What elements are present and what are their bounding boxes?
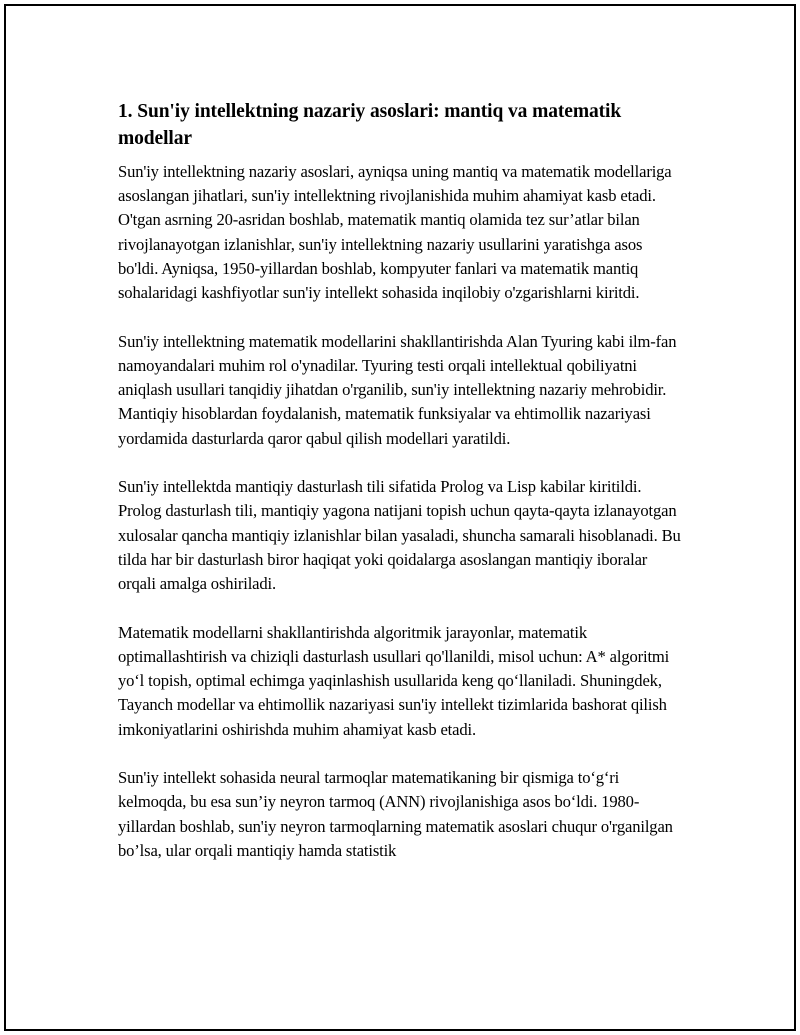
paragraph-5: Sun'iy intellekt sohasida neural tarmoqlar matematikaning bir qismiga to‘g‘ri kelmoqda, bu esa sun’iy neyron tarmoq (ANN) rivojlanishiga asos bo‘ldi. 1980-yillardan boshlab, sun'iy neyron tarmoqlarning matematik asoslari chuqur o'rganilgan bo’lsa, ular orqali mantiqiy hamda statistik xyxy=(118,768,673,860)
section-heading: 1. Sun'iy intellektning nazariy asoslari: mantiq va matematik modellar xyxy=(118,101,622,149)
document-page xyxy=(4,4,796,1031)
paragraph-1: Sun'iy intellektning nazariy asoslari, ayniqsa uning mantiq va matematik modellariga asoslangan jihatlari, sun'iy intellektning rivojlanishida muhim ahamiyat kasb etadi. O'tgan asrning 20-asridan boshlab, matematik mantiq olamida tez sur’atlar bilan rivojlanayotgan izlanishlar, sun'iy intellektning nazariy usullarini yaratishga asos bo'ldi. Ayniqsa, 1950-yillardan boshlab, kompyuter fanlari va matematik mantiq sohalaridagi kashfiyotlar sun'iy intellekt sohasida inqilobiy o'zgarishlarni kiritdi. xyxy=(118,162,672,303)
paragraph-4: Matematik modellarni shakllantirishda algoritmik jarayonlar, matematik optimallashtirish va chiziqli dasturlash usullari qo'llanildi, misol uchun: A* algoritmi yo‘l topish, optimal echimga yaqinlashish usullarida keng qo‘llaniladi. Shuningdek, Tayanch modellar va ehtimollik nazariyasi sun'iy intellekt tizimlarida bashorat qilish imkoniyatlarini oshirishda muhim ahamiyat kasb etadi. xyxy=(118,622,670,739)
paragraph-2: Sun'iy intellektning matematik modellarini shakllantirishda Alan Tyuring kabi ilm-fan namoyandalari muhim rol o'ynadilar. Tyuring testi orqali intellektual qobiliyatni aniqlash usullari tanqidiy jihatdan o'rganilib, sun'iy intellektning nazariy mehrobidir. Mantiqiy hisoblardan foydalanish, matematik funksiyalar va ehtimollik nazariyasi yordamida dasturlarda qaror qabul qilish modellari yaratildi. xyxy=(118,331,677,448)
document-content xyxy=(118,98,686,888)
paragraph-3: Sun'iy intellektda mantiqiy dasturlash tili sifatida Prolog va Lisp kabilar kiritildi. Prolog dasturlash tili, mantiqiy yagona natijani topish uchun qayta-qayta izlanayotgan xulosalar qancha mantiqiy izlanishlar bilan yasaladi, shuncha samarali hisoblanadi. Bu tilda har bir dasturlash biror haqiqat yoki qoidalarga asoslangan mantiqiy iboralar orqali amalga oshiriladi. xyxy=(118,477,681,594)
